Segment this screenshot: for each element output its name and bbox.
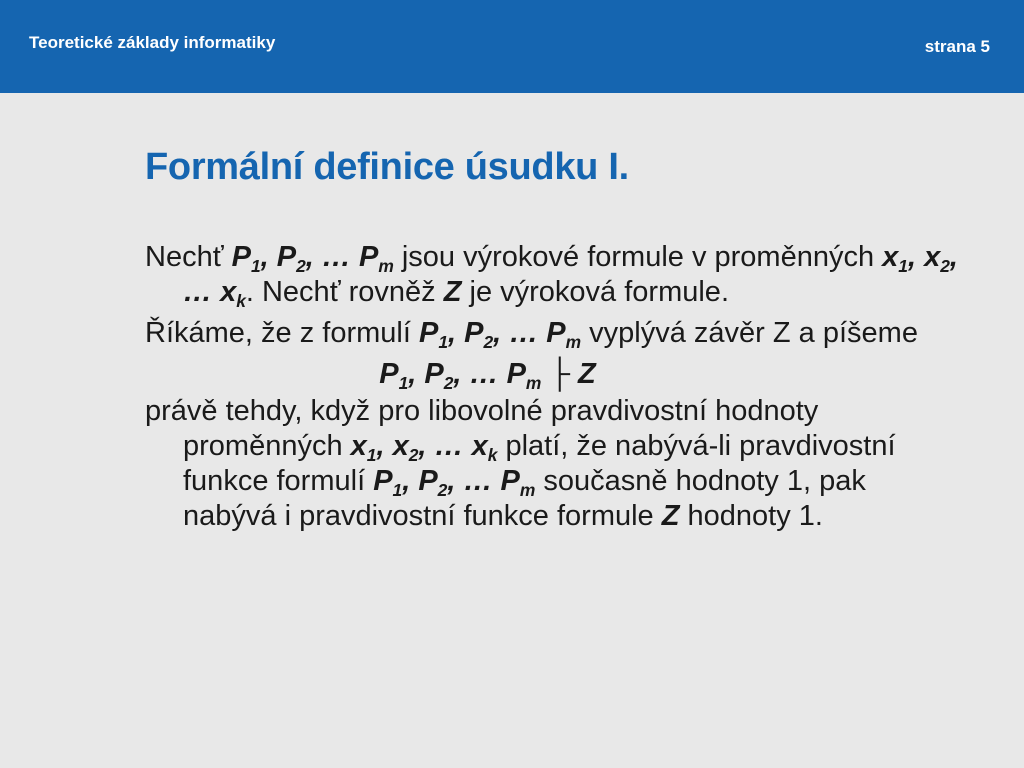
math-term: $x_k$ <box>471 430 498 466</box>
text-run: je výroková formule. <box>461 276 729 308</box>
math-term: , <box>402 465 419 497</box>
math-term: $x_2$ <box>392 430 419 466</box>
text-run: právě tehdy, když pro libovolné pravdivostní hodnoty proměnných <box>145 395 819 462</box>
math-subscript: m <box>519 480 536 501</box>
math-subscript: 1 <box>898 256 908 277</box>
text-run: současně hodnoty 1, pak nabývá i pravdivostní funkce formule <box>183 465 866 532</box>
math-subscript: 1 <box>392 480 403 501</box>
math-term: $x_2$ <box>924 241 950 277</box>
page-number: strana 5 <box>924 37 990 56</box>
math-term: $x_k$ <box>220 276 246 312</box>
math-subscript: 2 <box>940 256 950 277</box>
math-term: , <box>907 241 925 273</box>
math-term: , <box>260 241 277 273</box>
math-subscript: m <box>525 373 542 394</box>
math-subscript: 2 <box>483 332 494 353</box>
math-subscript: 1 <box>366 445 377 466</box>
math-term: $P_2$ <box>418 465 448 501</box>
text-run: . Nechť rovněž <box>245 276 444 308</box>
course-title: Teoretické základy informatiky <box>29 33 276 52</box>
paragraph-consequence <box>145 316 960 351</box>
paragraph-premises <box>145 240 960 310</box>
formula-entailment <box>145 357 960 392</box>
text-run: vyplývá závěr Z a píšeme <box>581 317 918 349</box>
math-term: $P_1$ <box>373 465 403 501</box>
math-term: $P_m$ <box>546 317 582 353</box>
text-run: jsou výrokové formule v proměnných <box>393 241 883 273</box>
math-subscript: 1 <box>398 373 409 394</box>
math-term: , <box>408 358 425 390</box>
header-bar <box>0 0 1024 93</box>
math-term: ├ Z <box>541 358 596 390</box>
math-term: $P_1$ <box>379 358 409 394</box>
math-term: $x_1$ <box>350 430 377 466</box>
math-term: , … <box>447 465 501 497</box>
text-run: platí, že nabývá-li pravdivostní funkce formulí <box>183 430 896 497</box>
math-subscript: 2 <box>437 480 448 501</box>
math-term: , … <box>418 430 472 462</box>
math-term: Z <box>661 500 680 532</box>
math-term: $P_m$ <box>500 465 536 501</box>
paragraph-condition <box>145 394 960 534</box>
math-subscript: 2 <box>443 373 454 394</box>
math-term: , … <box>453 358 507 390</box>
slide-title: Formální definice úsudku I. <box>145 146 629 188</box>
text-run: Říkáme, že z formulí <box>145 317 419 349</box>
math-subscript: 2 <box>296 256 306 277</box>
math-term: $x_1$ <box>882 241 908 277</box>
math-subscript: 2 <box>408 445 419 466</box>
math-subscript: k <box>487 445 498 466</box>
math-term: , <box>376 430 393 462</box>
math-subscript: 1 <box>438 332 448 353</box>
math-term: , … <box>183 241 958 308</box>
math-term: $P_2$ <box>424 358 454 394</box>
slide-content <box>145 240 960 540</box>
math-term: Z <box>443 276 462 308</box>
math-term: $P_2$ <box>276 241 306 277</box>
math-subscript: m <box>565 332 582 353</box>
math-term: , … <box>305 241 359 273</box>
math-term: $P_1$ <box>231 241 261 277</box>
math-subscript: k <box>236 291 246 312</box>
math-term: $P_m$ <box>506 358 542 394</box>
text-run: Nechť <box>145 241 232 273</box>
math-subscript: m <box>378 256 394 277</box>
math-term: , … <box>493 317 547 349</box>
math-subscript: 1 <box>250 256 261 277</box>
math-term: $P_1$ <box>418 317 448 353</box>
math-term: $P_m$ <box>358 241 394 277</box>
text-run: hodnoty 1. <box>679 500 823 532</box>
math-term: , <box>447 317 465 349</box>
math-term: $P_2$ <box>464 317 494 353</box>
